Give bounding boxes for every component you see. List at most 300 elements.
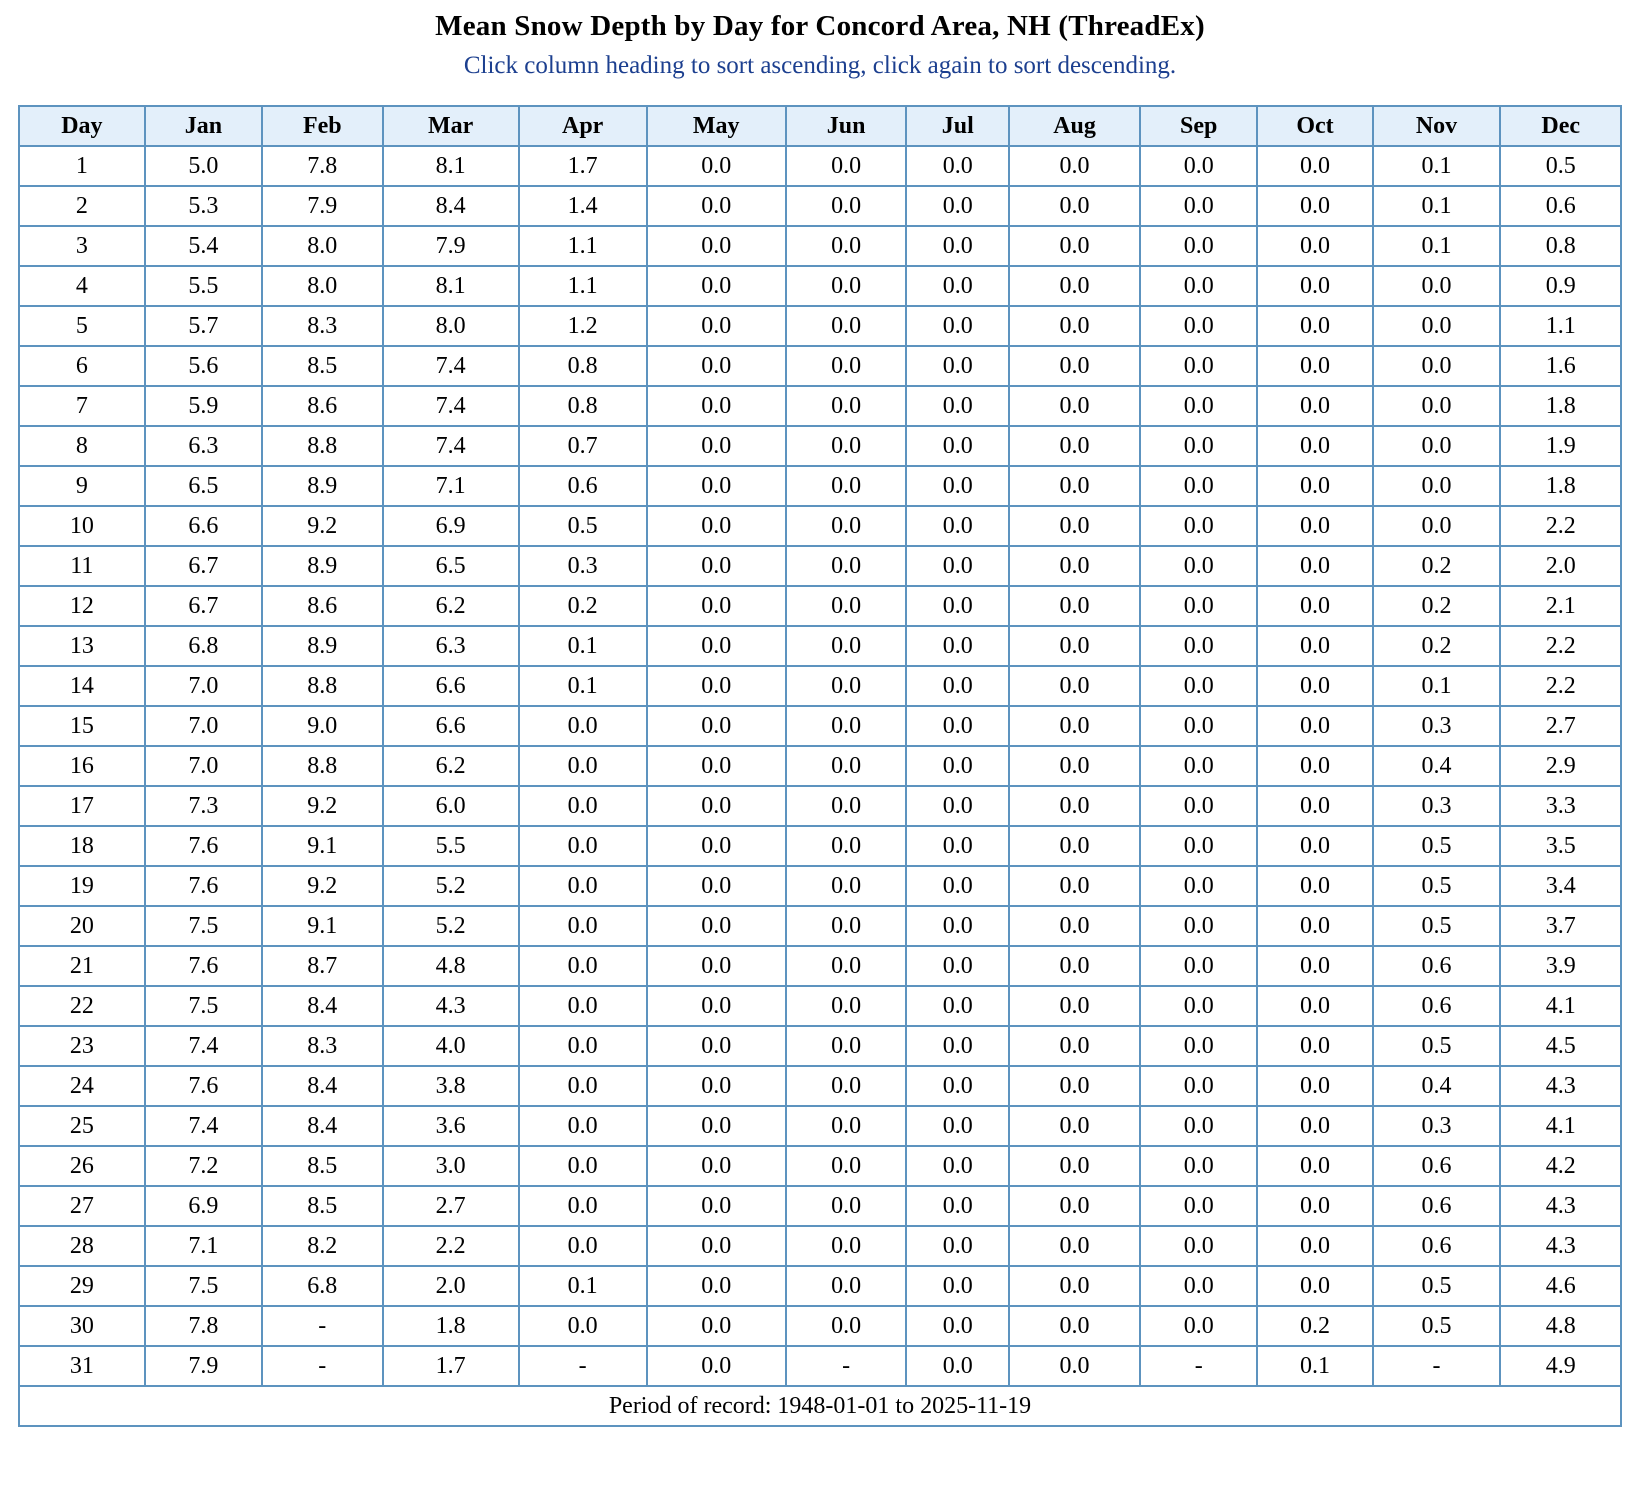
value-cell: 0.0: [519, 786, 647, 826]
value-cell: 0.0: [1373, 506, 1501, 546]
value-cell: 7.6: [145, 866, 262, 906]
value-cell: 4.8: [1500, 1306, 1621, 1346]
value-cell: 0.6: [1373, 1226, 1501, 1266]
value-cell: 0.0: [906, 786, 1009, 826]
value-cell: -: [1140, 1346, 1257, 1386]
value-cell: 0.0: [647, 1066, 786, 1106]
value-cell: 4.3: [1500, 1186, 1621, 1226]
value-cell: 0.0: [1140, 746, 1257, 786]
value-cell: 0.0: [1257, 346, 1372, 386]
value-cell: 0.0: [1257, 786, 1372, 826]
value-cell: 7.4: [383, 346, 519, 386]
table-header-row: [19, 106, 1621, 146]
value-cell: 5.5: [383, 826, 519, 866]
value-cell: 0.1: [1373, 146, 1501, 186]
value-cell: 5.7: [145, 306, 262, 346]
value-cell: 4.3: [383, 986, 519, 1026]
table-row: [19, 706, 1621, 746]
table-row: [19, 426, 1621, 466]
value-cell: 8.6: [262, 386, 382, 426]
value-cell: 0.0: [519, 946, 647, 986]
value-cell: 0.0: [1140, 1306, 1257, 1346]
value-cell: 0.0: [1140, 906, 1257, 946]
value-cell: 9.1: [262, 906, 382, 946]
value-cell: 1.8: [1500, 386, 1621, 426]
value-cell: 0.0: [906, 1066, 1009, 1106]
value-cell: 0.0: [1009, 586, 1140, 626]
value-cell: 0.0: [1140, 146, 1257, 186]
value-cell: 0.0: [1257, 1226, 1372, 1266]
day-cell: 7: [19, 386, 145, 426]
value-cell: 0.0: [1373, 266, 1501, 306]
table-row: [19, 906, 1621, 946]
value-cell: 0.0: [1009, 426, 1140, 466]
value-cell: 4.2: [1500, 1146, 1621, 1186]
value-cell: 0.0: [647, 466, 786, 506]
day-cell: 30: [19, 1306, 145, 1346]
value-cell: 7.3: [145, 786, 262, 826]
value-cell: 0.0: [906, 1106, 1009, 1146]
value-cell: 0.0: [786, 626, 906, 666]
day-cell: 26: [19, 1146, 145, 1186]
value-cell: 2.2: [1500, 506, 1621, 546]
value-cell: 9.1: [262, 826, 382, 866]
table-row: [19, 346, 1621, 386]
value-cell: 4.5: [1500, 1026, 1621, 1066]
value-cell: 0.0: [1009, 146, 1140, 186]
table-row: [19, 1266, 1621, 1306]
value-cell: 6.7: [145, 586, 262, 626]
value-cell: 0.0: [786, 986, 906, 1026]
table-row: [19, 866, 1621, 906]
value-cell: 3.4: [1500, 866, 1621, 906]
value-cell: 0.8: [519, 346, 647, 386]
value-cell: 0.0: [786, 466, 906, 506]
value-cell: 0.0: [786, 706, 906, 746]
value-cell: 0.0: [1257, 666, 1372, 706]
table-row: [19, 546, 1621, 586]
table-row: [19, 826, 1621, 866]
value-cell: 7.5: [145, 986, 262, 1026]
value-cell: 0.0: [1257, 946, 1372, 986]
day-cell: 31: [19, 1346, 145, 1386]
value-cell: 4.9: [1500, 1346, 1621, 1386]
value-cell: 7.1: [383, 466, 519, 506]
value-cell: 0.0: [906, 746, 1009, 786]
table-row: [19, 1186, 1621, 1226]
day-cell: 15: [19, 706, 145, 746]
value-cell: 2.2: [383, 1226, 519, 1266]
value-cell: 6.2: [383, 586, 519, 626]
value-cell: 0.0: [1257, 266, 1372, 306]
value-cell: 0.0: [1140, 386, 1257, 426]
value-cell: 3.0: [383, 1146, 519, 1186]
value-cell: 7.0: [145, 666, 262, 706]
value-cell: 0.0: [1257, 826, 1372, 866]
value-cell: 0.0: [786, 746, 906, 786]
value-cell: 2.1: [1500, 586, 1621, 626]
value-cell: 3.3: [1500, 786, 1621, 826]
value-cell: 4.1: [1500, 986, 1621, 1026]
value-cell: 7.6: [145, 826, 262, 866]
value-cell: 0.0: [1140, 626, 1257, 666]
table-row: [19, 986, 1621, 1026]
value-cell: 8.8: [262, 666, 382, 706]
day-cell: 25: [19, 1106, 145, 1146]
value-cell: 0.0: [786, 666, 906, 706]
value-cell: 0.0: [786, 546, 906, 586]
value-cell: 0.0: [906, 1346, 1009, 1386]
value-cell: 8.8: [262, 426, 382, 466]
value-cell: 8.7: [262, 946, 382, 986]
value-cell: -: [262, 1306, 382, 1346]
value-cell: 7.6: [145, 1066, 262, 1106]
value-cell: 0.8: [1500, 226, 1621, 266]
value-cell: 7.6: [145, 946, 262, 986]
day-cell: 19: [19, 866, 145, 906]
value-cell: 0.5: [1500, 146, 1621, 186]
value-cell: 0.3: [519, 546, 647, 586]
column-header-jan[interactable]: Jan: [145, 106, 262, 146]
value-cell: 4.6: [1500, 1266, 1621, 1306]
value-cell: 3.5: [1500, 826, 1621, 866]
value-cell: 6.6: [145, 506, 262, 546]
value-cell: 1.7: [519, 146, 647, 186]
value-cell: 0.0: [1009, 386, 1140, 426]
page-title: Mean Snow Depth by Day for Concord Area, NH (ThreadEx): [435, 10, 1205, 42]
value-cell: 0.0: [647, 786, 786, 826]
value-cell: 0.6: [1373, 986, 1501, 1026]
value-cell: 0.0: [1009, 186, 1140, 226]
value-cell: 0.0: [1009, 666, 1140, 706]
value-cell: 0.6: [1373, 1186, 1501, 1226]
column-header-jun[interactable]: Jun: [786, 106, 906, 146]
value-cell: 0.0: [647, 546, 786, 586]
value-cell: 0.0: [1373, 306, 1501, 346]
value-cell: 0.5: [1373, 1306, 1501, 1346]
value-cell: 0.1: [519, 666, 647, 706]
value-cell: 0.0: [1009, 786, 1140, 826]
value-cell: 8.4: [262, 1066, 382, 1106]
value-cell: 0.0: [1373, 386, 1501, 426]
value-cell: 8.5: [262, 1186, 382, 1226]
value-cell: 0.3: [1373, 786, 1501, 826]
value-cell: 5.2: [383, 906, 519, 946]
value-cell: 0.0: [1009, 466, 1140, 506]
value-cell: 0.0: [1009, 1066, 1140, 1106]
value-cell: 0.0: [519, 1066, 647, 1106]
value-cell: 0.0: [1140, 786, 1257, 826]
value-cell: 0.0: [1257, 186, 1372, 226]
value-cell: 0.0: [1257, 306, 1372, 346]
value-cell: 0.0: [647, 146, 786, 186]
value-cell: 0.0: [786, 186, 906, 226]
value-cell: 0.0: [647, 586, 786, 626]
value-cell: 2.9: [1500, 746, 1621, 786]
value-cell: 8.0: [262, 266, 382, 306]
value-cell: 0.0: [906, 1026, 1009, 1066]
value-cell: 9.0: [262, 706, 382, 746]
value-cell: 1.9: [1500, 426, 1621, 466]
value-cell: 0.0: [906, 626, 1009, 666]
table-row: [19, 1146, 1621, 1186]
value-cell: 0.0: [647, 1146, 786, 1186]
value-cell: 0.0: [1257, 986, 1372, 1026]
value-cell: 0.0: [906, 306, 1009, 346]
value-cell: 0.0: [647, 506, 786, 546]
value-cell: 1.8: [1500, 466, 1621, 506]
value-cell: 0.0: [1009, 706, 1140, 746]
value-cell: 6.5: [145, 466, 262, 506]
value-cell: 0.0: [1009, 746, 1140, 786]
value-cell: 0.5: [1373, 906, 1501, 946]
value-cell: 5.4: [145, 226, 262, 266]
value-cell: 0.0: [906, 1306, 1009, 1346]
value-cell: 7.8: [262, 146, 382, 186]
value-cell: 0.3: [1373, 1106, 1501, 1146]
value-cell: 0.0: [519, 706, 647, 746]
value-cell: 0.0: [1257, 1066, 1372, 1106]
table-row: [19, 266, 1621, 306]
day-cell: 21: [19, 946, 145, 986]
value-cell: 0.0: [906, 1146, 1009, 1186]
value-cell: 0.0: [1140, 506, 1257, 546]
value-cell: 0.0: [647, 266, 786, 306]
value-cell: 0.0: [519, 1146, 647, 1186]
day-cell: 5: [19, 306, 145, 346]
value-cell: 0.0: [786, 506, 906, 546]
value-cell: 4.8: [383, 946, 519, 986]
value-cell: 0.0: [1009, 1226, 1140, 1266]
value-cell: 0.7: [519, 426, 647, 466]
value-cell: 0.0: [906, 946, 1009, 986]
table-row: [19, 146, 1621, 186]
value-cell: 7.9: [145, 1346, 262, 1386]
value-cell: 0.5: [1373, 1266, 1501, 1306]
value-cell: 0.0: [519, 906, 647, 946]
day-cell: 2: [19, 186, 145, 226]
value-cell: 0.0: [906, 226, 1009, 266]
value-cell: 0.0: [1257, 746, 1372, 786]
value-cell: 0.0: [1140, 946, 1257, 986]
table-row: [19, 386, 1621, 426]
table-row: [19, 746, 1621, 786]
value-cell: -: [519, 1346, 647, 1386]
value-cell: -: [1373, 1346, 1501, 1386]
value-cell: 1.6: [1500, 346, 1621, 386]
value-cell: 0.0: [1373, 466, 1501, 506]
value-cell: 0.0: [906, 426, 1009, 466]
table-row: [19, 306, 1621, 346]
day-cell: 20: [19, 906, 145, 946]
value-cell: 0.0: [1257, 906, 1372, 946]
column-header-aug[interactable]: Aug: [1009, 106, 1140, 146]
value-cell: 0.0: [786, 1106, 906, 1146]
value-cell: 0.1: [1373, 226, 1501, 266]
table-row: [19, 1306, 1621, 1346]
table-row: [19, 666, 1621, 706]
value-cell: 0.2: [519, 586, 647, 626]
value-cell: 0.0: [647, 826, 786, 866]
value-cell: 0.0: [1140, 226, 1257, 266]
page: [0, 0, 1640, 86]
day-cell: 18: [19, 826, 145, 866]
value-cell: 0.0: [647, 226, 786, 266]
value-cell: 0.0: [647, 746, 786, 786]
column-header-nov[interactable]: Nov: [1373, 106, 1501, 146]
value-cell: 0.0: [786, 866, 906, 906]
value-cell: 6.9: [383, 506, 519, 546]
value-cell: 1.2: [519, 306, 647, 346]
value-cell: 0.0: [647, 1306, 786, 1346]
value-cell: 8.4: [262, 986, 382, 1026]
value-cell: 4.1: [1500, 1106, 1621, 1146]
value-cell: 0.0: [1257, 466, 1372, 506]
value-cell: 7.0: [145, 746, 262, 786]
value-cell: 0.0: [519, 1306, 647, 1346]
value-cell: 0.1: [1373, 186, 1501, 226]
snow-depth-table: [18, 105, 1622, 1427]
value-cell: 0.0: [786, 906, 906, 946]
value-cell: 0.0: [1140, 1266, 1257, 1306]
value-cell: 0.0: [519, 1106, 647, 1146]
value-cell: 0.0: [786, 386, 906, 426]
value-cell: 8.0: [262, 226, 382, 266]
value-cell: 3.9: [1500, 946, 1621, 986]
value-cell: 0.6: [1373, 1146, 1501, 1186]
value-cell: 0.0: [786, 1266, 906, 1306]
value-cell: 0.1: [519, 626, 647, 666]
value-cell: 6.7: [145, 546, 262, 586]
value-cell: 0.0: [786, 306, 906, 346]
value-cell: 0.0: [647, 946, 786, 986]
value-cell: 0.0: [906, 906, 1009, 946]
value-cell: 0.0: [906, 146, 1009, 186]
value-cell: 0.0: [1009, 1106, 1140, 1146]
value-cell: 0.0: [1140, 306, 1257, 346]
value-cell: 0.0: [1257, 1026, 1372, 1066]
value-cell: 8.4: [383, 186, 519, 226]
value-cell: -: [262, 1346, 382, 1386]
value-cell: 7.4: [145, 1026, 262, 1066]
value-cell: 0.0: [786, 946, 906, 986]
value-cell: 0.0: [1009, 1306, 1140, 1346]
column-header-dec[interactable]: Dec: [1500, 106, 1621, 146]
value-cell: 8.6: [262, 586, 382, 626]
value-cell: 0.0: [1140, 1226, 1257, 1266]
value-cell: 0.2: [1373, 586, 1501, 626]
value-cell: 6.3: [145, 426, 262, 466]
value-cell: 0.0: [906, 1186, 1009, 1226]
column-header-oct[interactable]: Oct: [1257, 106, 1372, 146]
value-cell: 0.0: [786, 1186, 906, 1226]
value-cell: 0.0: [1140, 706, 1257, 746]
value-cell: 0.0: [519, 1226, 647, 1266]
value-cell: 0.0: [1009, 1266, 1140, 1306]
day-cell: 29: [19, 1266, 145, 1306]
value-cell: 1.1: [519, 226, 647, 266]
day-cell: 11: [19, 546, 145, 586]
value-cell: 0.0: [786, 1066, 906, 1106]
value-cell: 7.5: [145, 1266, 262, 1306]
value-cell: 0.0: [1140, 186, 1257, 226]
value-cell: 0.0: [647, 866, 786, 906]
value-cell: 8.9: [262, 626, 382, 666]
period-of-record: Period of record: 1948-01-01 to 2025-11-19: [19, 1386, 1621, 1426]
table-row: [19, 506, 1621, 546]
value-cell: 0.0: [786, 1146, 906, 1186]
value-cell: 0.1: [1257, 1346, 1372, 1386]
value-cell: 8.5: [262, 346, 382, 386]
column-header-sep[interactable]: Sep: [1140, 106, 1257, 146]
value-cell: 8.1: [383, 146, 519, 186]
value-cell: 0.0: [786, 426, 906, 466]
value-cell: 7.9: [383, 226, 519, 266]
day-cell: 17: [19, 786, 145, 826]
value-cell: 0.0: [647, 426, 786, 466]
value-cell: 0.0: [519, 866, 647, 906]
value-cell: 8.1: [383, 266, 519, 306]
value-cell: 7.4: [383, 426, 519, 466]
value-cell: -: [786, 1346, 906, 1386]
value-cell: 7.9: [262, 186, 382, 226]
value-cell: 0.4: [1373, 746, 1501, 786]
day-cell: 23: [19, 1026, 145, 1066]
value-cell: 7.5: [145, 906, 262, 946]
value-cell: 4.3: [1500, 1066, 1621, 1106]
value-cell: 8.4: [262, 1106, 382, 1146]
value-cell: 1.7: [383, 1346, 519, 1386]
value-cell: 0.0: [1140, 1186, 1257, 1226]
table-row: [19, 786, 1621, 826]
value-cell: 0.0: [786, 826, 906, 866]
value-cell: 8.3: [262, 306, 382, 346]
table-row: [19, 1066, 1621, 1106]
table-footer-row: [19, 1386, 1621, 1426]
table-row: [19, 226, 1621, 266]
column-header-day[interactable]: Day: [19, 106, 145, 146]
value-cell: 1.8: [383, 1306, 519, 1346]
value-cell: 0.0: [906, 506, 1009, 546]
table-row: [19, 1346, 1621, 1386]
value-cell: 7.1: [145, 1226, 262, 1266]
value-cell: 0.5: [1373, 866, 1501, 906]
table-row: [19, 186, 1621, 226]
value-cell: 0.0: [1140, 666, 1257, 706]
table-body: [19, 146, 1621, 1386]
value-cell: 0.2: [1373, 546, 1501, 586]
day-cell: 4: [19, 266, 145, 306]
column-header-jul[interactable]: Jul: [906, 106, 1009, 146]
value-cell: 0.1: [519, 1266, 647, 1306]
value-cell: 0.0: [1140, 986, 1257, 1026]
table-row: [19, 626, 1621, 666]
value-cell: 6.2: [383, 746, 519, 786]
value-cell: 0.0: [906, 546, 1009, 586]
day-cell: 9: [19, 466, 145, 506]
value-cell: 0.0: [906, 386, 1009, 426]
value-cell: 7.4: [145, 1106, 262, 1146]
value-cell: 0.0: [1140, 1146, 1257, 1186]
column-header-apr[interactable]: Apr: [519, 106, 647, 146]
value-cell: 0.0: [647, 706, 786, 746]
value-cell: 0.0: [906, 826, 1009, 866]
value-cell: 0.0: [1009, 346, 1140, 386]
day-cell: 16: [19, 746, 145, 786]
column-header-feb[interactable]: Feb: [262, 106, 382, 146]
column-header-may[interactable]: May: [647, 106, 786, 146]
column-header-mar[interactable]: Mar: [383, 106, 519, 146]
